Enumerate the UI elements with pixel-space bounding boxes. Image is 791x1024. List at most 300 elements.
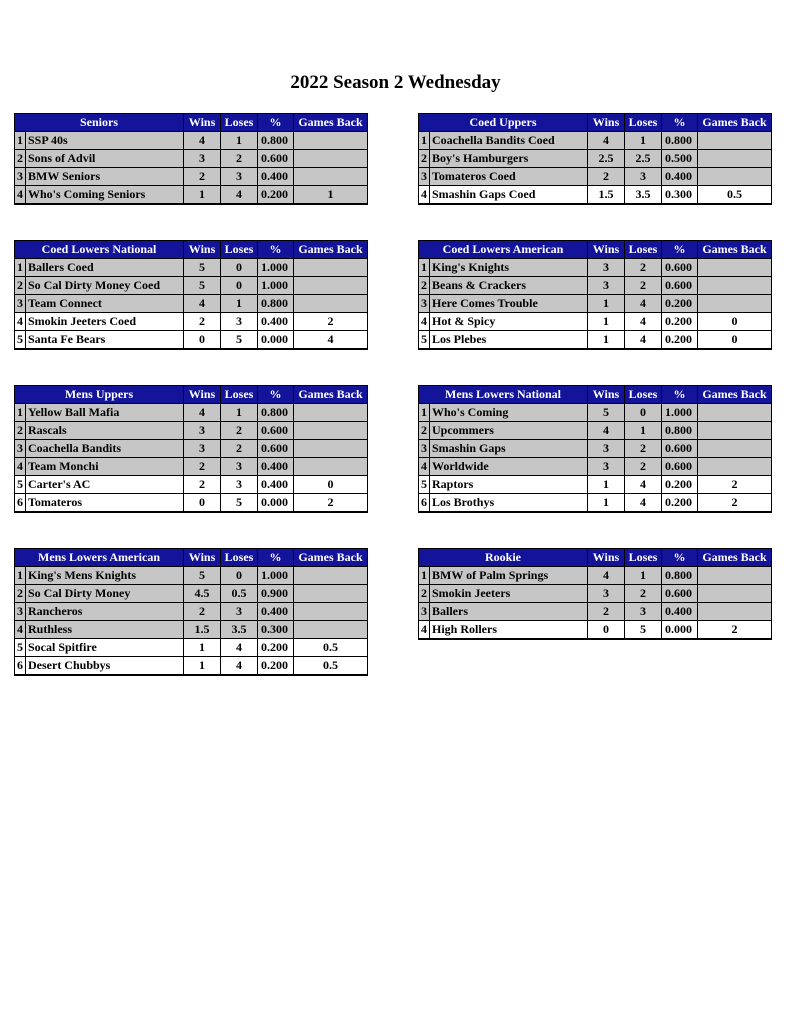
games-back-cell	[294, 603, 368, 621]
loses-cell: 4	[221, 657, 258, 676]
loses-cell: 4	[221, 186, 258, 205]
pct-cell: 0.200	[662, 331, 698, 350]
loses-cell: 5	[221, 494, 258, 513]
games-back-cell	[698, 259, 772, 277]
games-back-cell: 0.5	[294, 639, 368, 657]
team-name-cell: BMW Seniors	[26, 168, 184, 186]
rank-cell: 3	[419, 168, 430, 186]
wins-cell: 1.5	[588, 186, 625, 205]
games-back-cell: 0.5	[294, 657, 368, 676]
pct-cell: 0.600	[662, 259, 698, 277]
table-row	[419, 259, 772, 277]
wins-header: Wins	[588, 114, 625, 132]
games-back-header: Games Back	[698, 386, 772, 404]
pct-cell: 0.400	[662, 603, 698, 621]
pct-cell: 1.000	[258, 277, 294, 295]
pct-cell: 0.200	[258, 657, 294, 676]
wins-cell: 2	[184, 476, 221, 494]
rank-cell: 2	[419, 150, 430, 168]
standings-table-coed-lowers-national	[14, 240, 368, 350]
rank-cell: 5	[15, 331, 26, 350]
table-row	[15, 331, 368, 350]
pct-cell: 0.200	[662, 494, 698, 513]
table-row	[419, 295, 772, 313]
standings-table-rookie	[418, 548, 772, 640]
loses-header: Loses	[625, 114, 662, 132]
division-name: Coed Lowers National	[15, 241, 184, 259]
rank-cell: 1	[419, 404, 430, 422]
table-row	[15, 458, 368, 476]
table-row	[419, 404, 772, 422]
team-name-cell: Who's Coming	[430, 404, 588, 422]
table-row	[419, 458, 772, 476]
table-row	[15, 259, 368, 277]
team-name-cell: Sons of Advil	[26, 150, 184, 168]
pct-header: %	[662, 241, 698, 259]
wins-header: Wins	[184, 386, 221, 404]
loses-cell: 2	[625, 585, 662, 603]
wins-cell: 3	[184, 422, 221, 440]
team-name-cell: Socal Spitfire	[26, 639, 184, 657]
table-row	[15, 422, 368, 440]
loses-cell: 2	[221, 150, 258, 168]
pct-cell: 0.400	[258, 313, 294, 331]
table-row	[15, 313, 368, 331]
table-row	[15, 277, 368, 295]
loses-cell: 3	[221, 168, 258, 186]
table-row	[419, 621, 772, 640]
page-title: 2022 Season 2 Wednesday	[290, 72, 501, 93]
games-back-cell	[698, 440, 772, 458]
table-row	[15, 168, 368, 186]
team-name-cell: SSP 40s	[26, 132, 184, 150]
pct-header: %	[258, 549, 294, 567]
rank-cell: 5	[15, 476, 26, 494]
pct-cell: 0.200	[258, 186, 294, 205]
pct-cell: 0.400	[258, 603, 294, 621]
games-back-cell: 2	[698, 621, 772, 640]
games-back-cell: 0	[698, 331, 772, 350]
division-name: Coed Lowers American	[419, 241, 588, 259]
games-back-cell	[294, 404, 368, 422]
rank-cell: 1	[15, 132, 26, 150]
table-row	[419, 150, 772, 168]
pct-cell: 0.600	[662, 585, 698, 603]
pct-cell: 0.400	[662, 168, 698, 186]
team-name-cell: King's Mens Knights	[26, 567, 184, 585]
wins-cell: 4	[184, 132, 221, 150]
loses-header: Loses	[221, 386, 258, 404]
table-row	[419, 603, 772, 621]
team-name-cell: Worldwide	[430, 458, 588, 476]
table-row	[15, 567, 368, 585]
loses-cell: 0	[221, 567, 258, 585]
pct-cell: 0.300	[662, 186, 698, 205]
loses-cell: 1	[625, 132, 662, 150]
table-row	[419, 331, 772, 350]
games-back-cell	[698, 404, 772, 422]
table-row	[15, 150, 368, 168]
wins-cell: 3	[588, 585, 625, 603]
wins-cell: 1	[184, 657, 221, 676]
table-row	[15, 186, 368, 205]
pct-header: %	[662, 114, 698, 132]
table-row	[15, 476, 368, 494]
team-name-cell: Who's Coming Seniors	[26, 186, 184, 205]
pct-cell: 0.600	[662, 440, 698, 458]
rank-cell: 2	[15, 422, 26, 440]
wins-cell: 1	[588, 476, 625, 494]
games-back-cell	[294, 567, 368, 585]
loses-cell: 1	[625, 567, 662, 585]
games-back-cell	[698, 168, 772, 186]
team-name-cell: Los Brothys	[430, 494, 588, 513]
rank-cell: 6	[15, 494, 26, 513]
pct-header: %	[258, 114, 294, 132]
wins-cell: 5	[184, 567, 221, 585]
loses-cell: 0	[221, 259, 258, 277]
loses-cell: 0	[625, 404, 662, 422]
team-name-cell: BMW of Palm Springs	[430, 567, 588, 585]
table-row	[419, 585, 772, 603]
wins-cell: 2	[184, 313, 221, 331]
games-back-cell	[294, 621, 368, 639]
wins-header: Wins	[184, 114, 221, 132]
loses-header: Loses	[625, 549, 662, 567]
loses-cell: 1	[625, 422, 662, 440]
pct-cell: 1.000	[258, 259, 294, 277]
pct-header: %	[258, 386, 294, 404]
games-back-cell	[294, 277, 368, 295]
rank-cell: 1	[419, 567, 430, 585]
standings-table-mens-lowers-national	[418, 385, 772, 513]
table-row	[419, 132, 772, 150]
wins-cell: 1	[184, 186, 221, 205]
wins-cell: 5	[588, 404, 625, 422]
loses-cell: 0.5	[221, 585, 258, 603]
games-back-cell: 2	[294, 313, 368, 331]
team-name-cell: Upcommers	[430, 422, 588, 440]
games-back-header: Games Back	[294, 241, 368, 259]
team-name-cell: Desert Chubbys	[26, 657, 184, 676]
loses-cell: 4	[625, 295, 662, 313]
pct-cell: 0.800	[258, 295, 294, 313]
games-back-cell	[698, 603, 772, 621]
rank-cell: 6	[419, 494, 430, 513]
pct-cell: 0.800	[258, 132, 294, 150]
loses-cell: 1	[221, 132, 258, 150]
table-row	[419, 567, 772, 585]
wins-cell: 4	[588, 567, 625, 585]
table-row	[419, 494, 772, 513]
loses-cell: 2	[221, 422, 258, 440]
loses-cell: 3	[221, 313, 258, 331]
pct-cell: 0.800	[662, 422, 698, 440]
loses-cell: 4	[625, 313, 662, 331]
games-back-cell	[698, 422, 772, 440]
pct-cell: 0.400	[258, 168, 294, 186]
pct-cell: 0.800	[662, 132, 698, 150]
games-back-cell: 2	[698, 494, 772, 513]
loses-cell: 0	[221, 277, 258, 295]
table-row	[15, 603, 368, 621]
rank-cell: 2	[15, 277, 26, 295]
pct-cell: 1.000	[258, 567, 294, 585]
rank-cell: 2	[419, 277, 430, 295]
pct-cell: 0.800	[258, 404, 294, 422]
header-row	[15, 114, 368, 132]
rank-cell: 1	[15, 259, 26, 277]
table-row	[419, 422, 772, 440]
rank-cell: 3	[419, 440, 430, 458]
header-row	[419, 549, 772, 567]
standings-table-mens-lowers-american	[14, 548, 368, 676]
wins-cell: 1.5	[184, 621, 221, 639]
rank-cell: 4	[15, 621, 26, 639]
team-name-cell: Ruthless	[26, 621, 184, 639]
wins-header: Wins	[588, 241, 625, 259]
rank-cell: 3	[15, 440, 26, 458]
wins-cell: 1	[184, 639, 221, 657]
wins-cell: 0	[588, 621, 625, 640]
games-back-cell	[294, 458, 368, 476]
loses-cell: 4	[625, 331, 662, 350]
header-row	[419, 241, 772, 259]
rank-cell: 1	[419, 259, 430, 277]
loses-cell: 2	[625, 440, 662, 458]
games-back-cell: 2	[294, 494, 368, 513]
pct-cell: 0.600	[258, 422, 294, 440]
pct-header: %	[662, 386, 698, 404]
loses-cell: 4	[625, 494, 662, 513]
team-name-cell: Smokin Jeeters Coed	[26, 313, 184, 331]
games-back-cell: 0	[294, 476, 368, 494]
loses-cell: 1	[221, 295, 258, 313]
loses-cell: 3	[625, 168, 662, 186]
loses-header: Loses	[221, 549, 258, 567]
table-row	[15, 440, 368, 458]
pct-cell: 0.900	[258, 585, 294, 603]
header-row	[15, 549, 368, 567]
standings-table-seniors	[14, 113, 368, 205]
pct-cell: 0.600	[258, 440, 294, 458]
wins-cell: 2	[588, 603, 625, 621]
team-name-cell: Smashin Gaps	[430, 440, 588, 458]
games-back-cell	[698, 585, 772, 603]
wins-cell: 2	[588, 168, 625, 186]
games-back-header: Games Back	[698, 114, 772, 132]
header-row	[15, 386, 368, 404]
games-back-cell	[294, 132, 368, 150]
loses-cell: 4	[625, 476, 662, 494]
rank-cell: 2	[419, 585, 430, 603]
standings-table-mens-uppers	[14, 385, 368, 513]
table-row	[15, 404, 368, 422]
header-row	[419, 114, 772, 132]
table-row	[15, 657, 368, 676]
pct-cell: 0.200	[662, 313, 698, 331]
division-name: Mens Lowers American	[15, 549, 184, 567]
games-back-cell: 1	[294, 186, 368, 205]
rank-cell: 1	[15, 567, 26, 585]
wins-cell: 3	[184, 440, 221, 458]
loses-cell: 2	[625, 277, 662, 295]
team-name-cell: So Cal Dirty Money	[26, 585, 184, 603]
table-row	[15, 494, 368, 513]
loses-cell: 3.5	[221, 621, 258, 639]
wins-cell: 4	[588, 422, 625, 440]
rank-cell: 4	[15, 313, 26, 331]
team-name-cell: Yellow Ball Mafia	[26, 404, 184, 422]
table-row	[419, 186, 772, 205]
loses-header: Loses	[221, 114, 258, 132]
wins-cell: 1	[588, 494, 625, 513]
table-row	[15, 639, 368, 657]
wins-cell: 4	[184, 404, 221, 422]
rank-cell: 6	[15, 657, 26, 676]
loses-header: Loses	[221, 241, 258, 259]
standings-table-coed-uppers	[418, 113, 772, 205]
rank-cell: 2	[419, 422, 430, 440]
rank-cell: 4	[419, 621, 430, 640]
team-name-cell: Smokin Jeeters	[430, 585, 588, 603]
loses-cell: 5	[625, 621, 662, 640]
division-name: Rookie	[419, 549, 588, 567]
loses-cell: 1	[221, 404, 258, 422]
pct-cell: 0.500	[662, 150, 698, 168]
team-name-cell: Boy's Hamburgers	[430, 150, 588, 168]
table-row	[419, 168, 772, 186]
rank-cell: 3	[15, 603, 26, 621]
games-back-header: Games Back	[294, 114, 368, 132]
rank-cell: 2	[15, 150, 26, 168]
loses-cell: 3	[221, 458, 258, 476]
division-name: Mens Uppers	[15, 386, 184, 404]
rank-cell: 4	[419, 186, 430, 205]
games-back-cell	[698, 567, 772, 585]
wins-cell: 5	[184, 277, 221, 295]
rank-cell: 4	[419, 313, 430, 331]
loses-header: Loses	[625, 386, 662, 404]
loses-cell: 3.5	[625, 186, 662, 205]
games-back-cell	[294, 422, 368, 440]
rank-cell: 4	[15, 186, 26, 205]
games-back-cell	[294, 168, 368, 186]
team-name-cell: Ballers Coed	[26, 259, 184, 277]
header-row	[419, 386, 772, 404]
wins-cell: 4	[588, 132, 625, 150]
wins-cell: 0	[184, 331, 221, 350]
rank-cell: 1	[15, 404, 26, 422]
pct-cell: 0.000	[258, 494, 294, 513]
rank-cell: 2	[15, 585, 26, 603]
division-name: Mens Lowers National	[419, 386, 588, 404]
wins-cell: 0	[184, 494, 221, 513]
loses-header: Loses	[625, 241, 662, 259]
wins-header: Wins	[588, 549, 625, 567]
pct-cell: 0.300	[258, 621, 294, 639]
pct-cell: 0.600	[662, 458, 698, 476]
team-name-cell: Coachella Bandits Coed	[430, 132, 588, 150]
pct-cell: 0.000	[258, 331, 294, 350]
table-row	[15, 295, 368, 313]
wins-cell: 5	[184, 259, 221, 277]
pct-cell: 0.800	[662, 567, 698, 585]
rank-cell: 3	[15, 295, 26, 313]
header-row	[15, 241, 368, 259]
pct-cell: 0.600	[662, 277, 698, 295]
division-name: Coed Uppers	[419, 114, 588, 132]
pct-cell: 0.400	[258, 458, 294, 476]
wins-cell: 2	[184, 458, 221, 476]
games-back-cell	[294, 295, 368, 313]
wins-cell: 2	[184, 603, 221, 621]
loses-cell: 2	[221, 440, 258, 458]
team-name-cell: Los Plebes	[430, 331, 588, 350]
games-back-cell	[294, 259, 368, 277]
games-back-cell	[698, 150, 772, 168]
games-back-cell	[294, 585, 368, 603]
wins-cell: 2.5	[588, 150, 625, 168]
games-back-cell	[294, 440, 368, 458]
team-name-cell: Carter's AC	[26, 476, 184, 494]
rank-cell: 3	[419, 295, 430, 313]
games-back-cell: 4	[294, 331, 368, 350]
table-row	[15, 621, 368, 639]
rank-cell: 4	[419, 458, 430, 476]
wins-header: Wins	[184, 549, 221, 567]
rank-cell: 5	[419, 476, 430, 494]
games-back-cell	[698, 295, 772, 313]
wins-cell: 2	[184, 168, 221, 186]
games-back-header: Games Back	[294, 549, 368, 567]
team-name-cell: Beans & Crackers	[430, 277, 588, 295]
pct-cell: 0.000	[662, 621, 698, 640]
team-name-cell: Raptors	[430, 476, 588, 494]
team-name-cell: Santa Fe Bears	[26, 331, 184, 350]
table-row	[419, 440, 772, 458]
table-row	[419, 476, 772, 494]
rank-cell: 1	[419, 132, 430, 150]
wins-cell: 3	[588, 277, 625, 295]
rank-cell: 3	[15, 168, 26, 186]
wins-cell: 1	[588, 295, 625, 313]
team-name-cell: Team Monchi	[26, 458, 184, 476]
pct-cell: 0.600	[258, 150, 294, 168]
pct-cell: 0.400	[258, 476, 294, 494]
wins-header: Wins	[184, 241, 221, 259]
rank-cell: 5	[419, 331, 430, 350]
team-name-cell: Ballers	[430, 603, 588, 621]
pct-cell: 0.200	[662, 476, 698, 494]
wins-cell: 3	[588, 259, 625, 277]
wins-cell: 1	[588, 313, 625, 331]
team-name-cell: Hot & Spicy	[430, 313, 588, 331]
loses-cell: 4	[221, 639, 258, 657]
wins-cell: 3	[588, 440, 625, 458]
team-name-cell: Rancheros	[26, 603, 184, 621]
games-back-cell	[698, 277, 772, 295]
team-name-cell: Smashin Gaps Coed	[430, 186, 588, 205]
games-back-cell: 0.5	[698, 186, 772, 205]
team-name-cell: High Rollers	[430, 621, 588, 640]
loses-cell: 3	[221, 476, 258, 494]
table-row	[419, 313, 772, 331]
loses-cell: 5	[221, 331, 258, 350]
pct-header: %	[258, 241, 294, 259]
team-name-cell: King's Knights	[430, 259, 588, 277]
wins-cell: 4	[184, 295, 221, 313]
